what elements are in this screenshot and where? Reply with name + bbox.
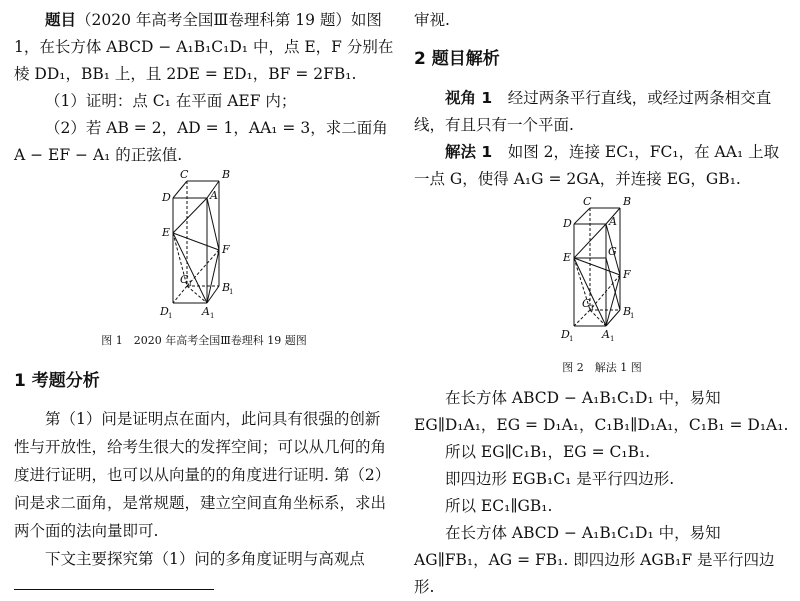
fig1-label-b: B: [222, 169, 231, 181]
viewpoint-1: [414, 85, 790, 139]
section-heading-1: 1 考题分析: [14, 371, 100, 391]
fig1-label-f: F: [222, 243, 230, 256]
footnote-rule: [14, 589, 214, 590]
fig2-label-b: B: [623, 195, 632, 208]
fig1-sub-d1: 1: [168, 312, 173, 320]
continuation-text: 审视.: [414, 11, 450, 29]
right-column: [414, 0, 790, 601]
proof-line-4: 所以 EC₁∥GB₁.: [445, 497, 553, 515]
viewpoint-label: 视角 1: [445, 89, 493, 107]
fig1-label-e: E: [162, 226, 171, 239]
figure-2-diagram: [414, 193, 790, 371]
figure-1-caption: 图 1 2020 年高考全国Ⅲ卷理科 19 题图: [101, 334, 307, 347]
fig1-sub-c1: 1: [188, 280, 193, 288]
fig2-label-d: D: [563, 217, 572, 230]
fig2-label-f: F: [623, 268, 631, 281]
problem-text: （2020 年高考全国Ⅲ卷理科第 19 题）如图 1，在长方体 ABCD − A₁B₁C₁D₁ 中，点 E，F 分别在棱 DD₁，BB₁ 上，且 2DE = ED₁，BF = 2FB₁.: [14, 11, 394, 83]
fig2-sub-c1: 1: [590, 304, 595, 312]
analysis-paragraph: 第（1）问是证明点在面内，此问具有很强的创新性与开放性，给考生很大的发挥空间；可以从几何的角度进行证明，也可以从向量的的角度进行证明. 第（2）问是求二面角，是常规题，建立空间直角坐标系，求出两个面的法向量即可.: [14, 410, 391, 540]
fig2-label-c: C: [583, 195, 592, 208]
fig1-label-b1: B: [222, 281, 231, 294]
fig1-label-c1: C: [180, 273, 189, 286]
solution-label: 解法 1: [445, 143, 493, 161]
fig2-label-c1: C: [582, 297, 591, 310]
problem-part-1: （1）证明：点 C₁ 在平面 AEF 内；: [45, 92, 297, 110]
fig2-label-g: G: [608, 245, 617, 258]
fig2-label-e: E: [563, 251, 572, 264]
left-column: [14, 0, 394, 573]
proof-line-2: 所以 EG∥C₁B₁，EG = C₁B₁.: [445, 443, 651, 461]
problem-label: 题目: [45, 11, 77, 29]
fig2-label-a: A: [609, 215, 617, 228]
figure-1-diagram: [14, 169, 394, 347]
viewpoint-text: 经过两条平行直线，或经过两条相交直线，有且只有一个平面.: [414, 89, 772, 134]
fig1-label-d: D: [162, 191, 171, 204]
problem-part-2: （2）若 AB = 2，AD = 1，AA₁ = 3，求二面角 A − EF − A₁ 的正弦值.: [14, 119, 388, 164]
solution-1: [414, 139, 790, 193]
problem-statement: [14, 7, 394, 88]
fig1-sub-a1: 1: [210, 312, 215, 320]
solution-text: 如图 2，连接 EC₁，FC₁，在 AA₁ 上取一点 G，使得 A₁G = 2GA，并连接 EG，GB₁.: [414, 143, 780, 188]
analysis-continuation: 下文主要探究第（1）问的多角度证明与高观点: [45, 550, 365, 568]
fig2-label-a1: A: [602, 328, 610, 341]
section-heading-2: 2 题目解析: [414, 49, 500, 69]
fig1-label-a: A: [210, 189, 218, 202]
figure-2-caption: 图 2 解法 1 图: [562, 361, 642, 374]
fig2-label-b1: B: [623, 305, 632, 318]
fig2-sub-a1: 1: [610, 335, 615, 343]
fig1-label-d1: D: [160, 305, 169, 318]
fig2-sub-d1: 1: [569, 335, 574, 343]
figure-2: [414, 193, 790, 374]
fig1-label-c: C: [180, 169, 189, 181]
figure-1: [14, 169, 394, 347]
proof-line-3: 即四边形 EGB₁C₁ 是平行四边形.: [445, 470, 675, 488]
fig2-label-d1: D: [561, 328, 570, 341]
proof-line-1: 在长方体 ABCD − A₁B₁C₁D₁ 中，易知 EG∥D₁A₁，EG = D₁A₁，C₁B₁∥D₁A₁，C₁B₁ = D₁A₁.: [414, 389, 789, 434]
proof-line-5: 在长方体 ABCD − A₁B₁C₁D₁ 中，易知 AG∥FB₁，AG = FB₁. 即四边形 AGB₁F 是平行四边形.: [414, 524, 775, 596]
fig1-sub-b1: 1: [229, 288, 234, 296]
fig1-label-a1: A: [202, 305, 210, 318]
fig2-sub-b1: 1: [630, 312, 635, 320]
